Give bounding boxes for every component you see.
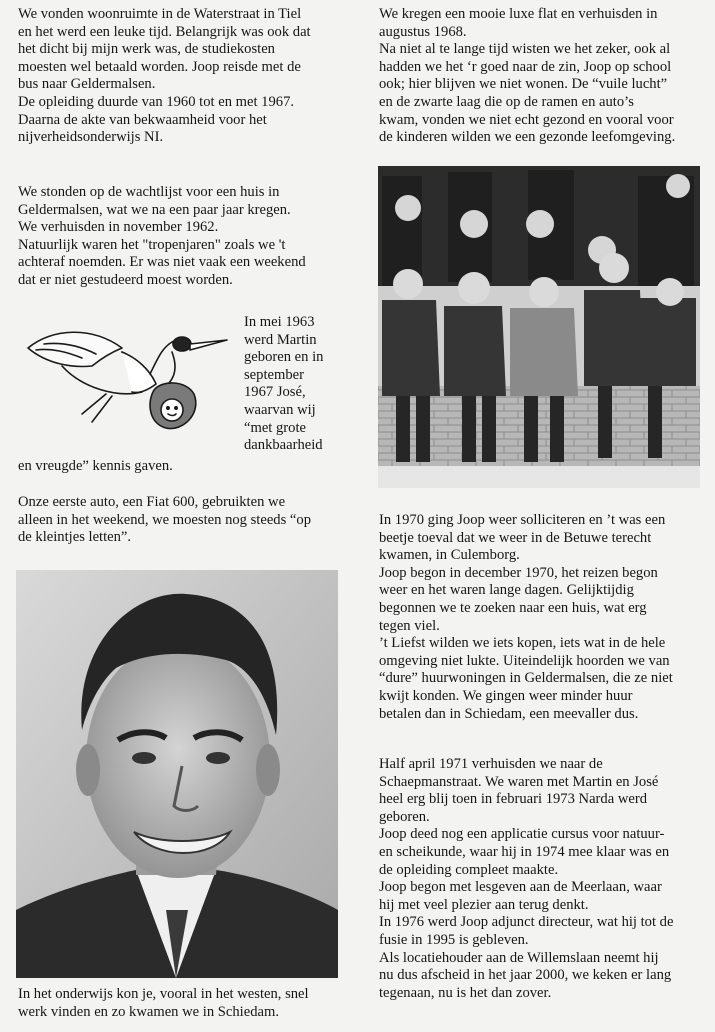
birth-end-line: en vreugde” kennis gaven. <box>18 458 173 474</box>
birth-announcement <box>244 314 360 455</box>
portrait-photo <box>16 570 338 978</box>
text-line: ’t Liefst wilden we iets kopen, iets wat in de hele <box>379 635 666 652</box>
text-line: Joop deed nog een applicatie cursus voor natuur- <box>379 826 665 843</box>
paragraph-flat <box>379 6 707 147</box>
text-line: september <box>244 366 304 383</box>
paragraph-waterstraat <box>18 6 360 147</box>
text-line: geboren en in <box>244 349 324 366</box>
text-line: waarvan wij <box>244 401 316 418</box>
text-line: hadden we het ‘r goed naar de zin, Joop op school <box>379 58 672 75</box>
text-line: In het onderwijs kon je, vooral in het westen, snel <box>18 986 309 1002</box>
text-line: ook; hier blijven we niet wonen. De “vuile lucht” <box>379 76 668 93</box>
text-line: Joop begon met lesgeven aan de Meerlaan, waar <box>379 879 662 896</box>
text-line: en het werd een leuke tijd. Belangrijk was ook dat <box>18 23 311 40</box>
text-line: de kinderen wilden we een gezonde leefomgeving. <box>379 129 676 146</box>
text-line: bus naar Geldermalsen. <box>18 76 156 93</box>
text-line: In 1970 ging Joop weer solliciteren en ’t was een <box>379 512 666 528</box>
text-line: omgeving niet lukte. Uiteindelijk hoorden we van <box>379 652 670 669</box>
text-line: In mei 1963 <box>244 314 315 330</box>
paragraph-fiat <box>18 494 360 547</box>
text-line: kwijt konden. We gingen weer minder huur <box>379 687 633 704</box>
text-line: tegen viel. <box>379 617 440 634</box>
text-line: en de zwarte laag die op de ramen en auto’s <box>379 93 634 110</box>
portrait-caption <box>18 986 360 1021</box>
text-line: betalen dan in Schiedam, een meevaller dus. <box>379 705 639 722</box>
text-line: achteraf noemden. Er was niet vaak een weekend <box>18 254 306 271</box>
text-line: In 1976 werd Joop adjunct directeur, wat hij tot de <box>379 914 674 931</box>
text-line: beetje toeval dat we weer in de Betuwe terecht <box>379 529 652 546</box>
text-line: weer en het waren lange dagen. Gelijktijdig <box>379 582 634 599</box>
text-line: alleen in het weekend, we moesten nog steeds “op <box>18 511 311 528</box>
text-line: moesten wel betaald worden. Joop reisde met de <box>18 58 301 75</box>
birth-announcement-end <box>18 458 360 476</box>
text-line: We vonden woonruimte in de Waterstraat in Tiel <box>18 6 302 22</box>
text-line: de kleintjes letten”. <box>18 529 132 546</box>
text-line: Daarna de akte van bekwaamheid voor het <box>18 111 267 128</box>
text-line: Half april 1971 verhuisden we naar de <box>379 756 603 772</box>
stork-with-baby-icon <box>22 318 232 436</box>
text-line: Onze eerste auto, een Fiat 600, gebruikten we <box>18 494 286 510</box>
text-line: geboren. <box>379 808 430 825</box>
text-line: kwam, vonden we niet echt gezond en vooral voor <box>379 111 674 128</box>
text-line: kwamen, in Culemborg. <box>379 547 520 564</box>
text-line: We stonden op de wachtlijst voor een huis in <box>18 184 280 200</box>
text-line: Als locatiehouder aan de Willemslaan neemt hij <box>379 949 659 966</box>
text-line: We kregen een mooie luxe flat en verhuisden in <box>379 6 658 22</box>
text-line: augustus 1968. <box>379 23 467 40</box>
text-line: De opleiding duurde van 1960 tot en met 1967. <box>18 93 295 110</box>
text-line: nijverheidsonderwijs NI. <box>18 129 164 146</box>
paragraph-schaepmanstraat <box>379 756 707 1002</box>
text-line: werd Martin <box>244 331 317 348</box>
text-line: hij met veel plezier aan terug denkt. <box>379 896 589 913</box>
text-line: Natuurlijk waren het "tropenjaren" zoals we 't <box>18 236 286 253</box>
text-line: werk vinden en zo kwamen we in Schiedam. <box>18 1003 279 1020</box>
text-line: “dure” huurwoningen in Geldermalsen, die ze niet <box>379 670 673 687</box>
text-line: en scheikunde, waar hij in 1974 mee klaar was en <box>379 843 670 860</box>
text-line: heel erg blij toen in februari 1973 Narda werd <box>379 791 647 808</box>
text-line: tegenaan, nu is het dan zover. <box>379 984 552 1001</box>
text-line: nu dus afscheid in het jaar 2000, we keken er lang <box>379 967 672 984</box>
text-line: We verhuisden in november 1962. <box>18 219 219 236</box>
text-line: fusie in 1995 is gebleven. <box>379 931 529 948</box>
text-line: Na niet al te lange tijd wisten we het zeker, ook al <box>379 41 671 58</box>
text-line: Schaepmanstraat. We waren met Martin en José <box>379 773 659 790</box>
text-line: dankbaarheid <box>244 437 323 454</box>
text-line: het dicht bij mijn werk was, de studiekosten <box>18 41 275 58</box>
group-photo <box>378 166 700 488</box>
text-line: de opleiding compleet maakte. <box>379 861 559 878</box>
paragraph-geldermalsen <box>18 184 360 290</box>
text-line: Joop begon in december 1970, het reizen begon <box>379 564 658 581</box>
text-line: begonnen we te zoeken naar een huis, wat erg <box>379 599 647 616</box>
text-line: 1967 José, <box>244 384 306 401</box>
text-line: dat er niet gestudeerd moest worden. <box>18 271 233 288</box>
paragraph-culemborg <box>379 512 707 723</box>
text-line: Geldermalsen, wat we na een paar jaar kregen. <box>18 201 291 218</box>
text-line: “met grote <box>244 419 306 436</box>
